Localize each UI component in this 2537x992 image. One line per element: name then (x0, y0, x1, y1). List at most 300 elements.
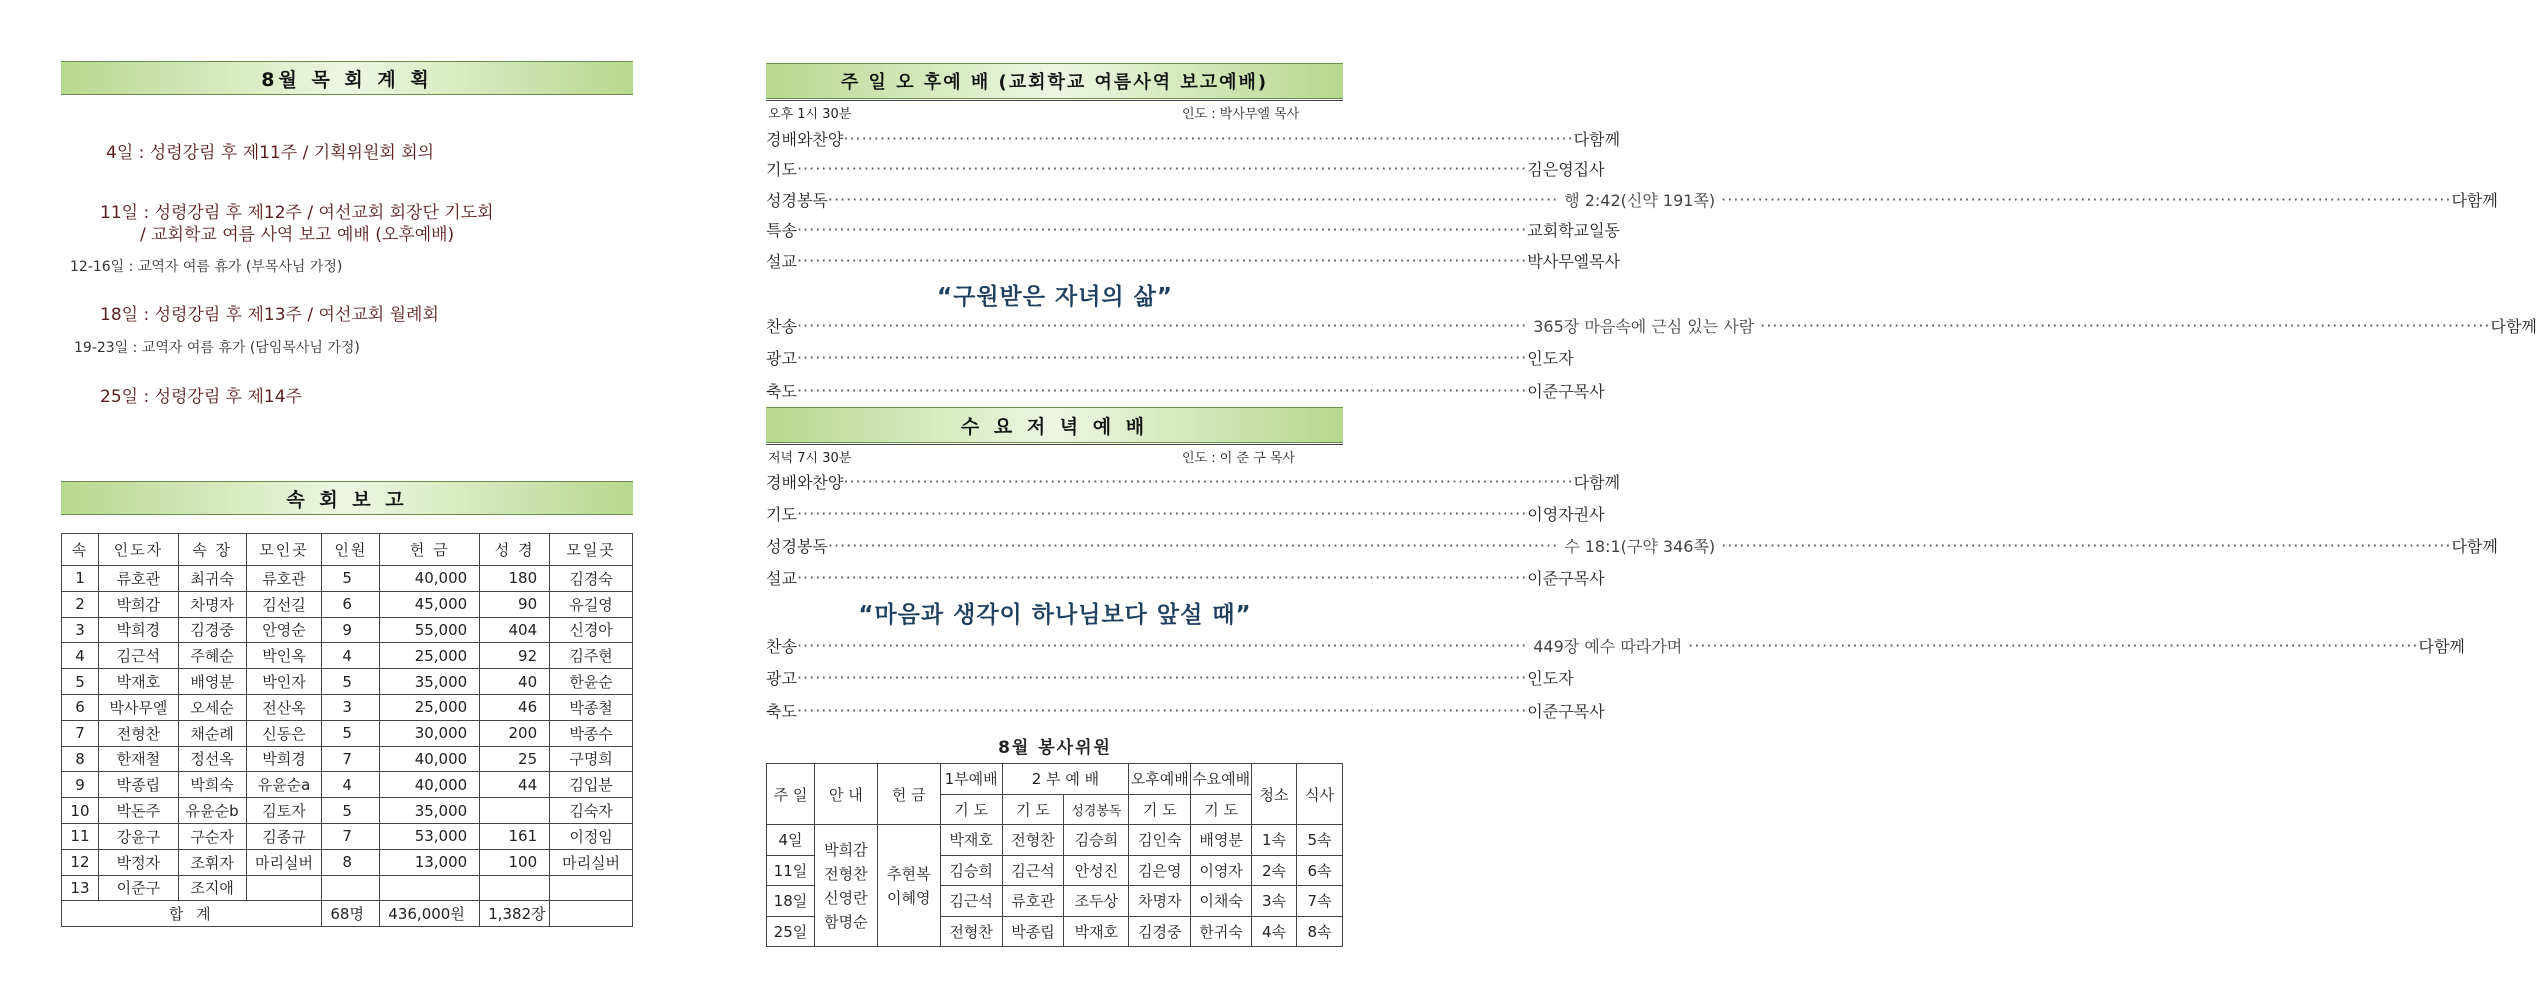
table-cell: 주혜순 (178, 643, 246, 669)
wednesday-sermon-title: “마음과 생각이 하나님보다 앞설 때” (858, 602, 1252, 628)
order-person (1527, 157, 1604, 180)
total-offering: 436,000원 (380, 901, 480, 927)
table-cell: 박종립 (98, 772, 178, 798)
order-person-char: 께 (1604, 129, 1621, 149)
header-guide: 안 내 (814, 764, 877, 825)
order-person-char: 이 (1527, 381, 1543, 401)
afternoon-title: 주 일 오 후예 배 (교회학교 여름사역 보고예배) (766, 63, 1343, 99)
wednesday-time: 저녁 7시 30분 (768, 451, 852, 466)
order-detail: ························································································································ (796, 668, 1528, 687)
order-detail-text: 수 18:1(구약 346쪽) (1564, 536, 1716, 556)
service-cell: 박재호 (1064, 916, 1129, 947)
sub-header: 기 도 (1129, 794, 1191, 825)
header-cell: 속 장 (178, 534, 246, 566)
order-label (766, 249, 797, 272)
table-cell: 이준구 (98, 875, 178, 901)
service-date: 11일 (767, 855, 815, 886)
order-person-char: 교 (1527, 221, 1543, 240)
table-cell: 4 (322, 772, 380, 798)
order-label-char: 송 (781, 636, 797, 656)
order-person (1527, 249, 1620, 272)
order-person-char: 영 (1558, 160, 1574, 179)
table-cell: 최귀숙 (178, 566, 246, 592)
order-person (1527, 666, 1573, 689)
order-label-char: 독 (812, 536, 828, 556)
total-empty (550, 901, 633, 927)
order-detail: ························································································································ (796, 380, 1528, 400)
table-cell: 류호관 (98, 566, 178, 592)
table-cell: 3 (62, 617, 99, 643)
order-person (2451, 534, 2497, 557)
table-row (62, 798, 633, 824)
order-label (766, 314, 797, 337)
service-cell: 1속 (1252, 825, 1297, 856)
table-cell: 12 (62, 849, 99, 875)
order-detail-text: 365장 마음속에 근심 있는 사람 (1533, 316, 1755, 336)
table-cell: 40,000 (380, 566, 480, 592)
order-detail: ························································································································ (796, 503, 1528, 523)
table-cell: 5 (62, 669, 99, 695)
afternoon-leader: 인도 : 박사무엘 목사 (1182, 107, 1300, 122)
order-label-char: 경 (766, 472, 782, 492)
table-cell: 배영분 (178, 669, 246, 695)
order-person-char: 이 (1527, 701, 1543, 721)
table-cell: 46 (480, 694, 550, 720)
order-label-char: 경 (781, 536, 797, 556)
order-person-char: 구 (1558, 701, 1574, 721)
order-person-char: 목 (1573, 381, 1590, 401)
table-cell: 4 (62, 643, 99, 669)
table-cell: 정선옥 (178, 746, 246, 772)
table-cell: 류호관 (246, 566, 322, 592)
order-person (1527, 379, 1604, 402)
table-cell: 박정자 (98, 849, 178, 875)
table-cell: 김종규 (246, 823, 322, 849)
table-cell: 25 (480, 746, 550, 772)
plan-line: 18일 : 성령강림 후 제13주 / 여선교회 월례회 (100, 305, 439, 325)
table-cell: 안영순 (246, 617, 322, 643)
order-person-char: 권 (1573, 504, 1590, 524)
table-cell: 44 (480, 772, 550, 798)
order-detail: ························································································································ (796, 567, 1528, 587)
order-person-char: 교 (1573, 221, 1590, 240)
table-cell: 김토자 (246, 798, 322, 824)
table-cell: 박돈주 (98, 798, 178, 824)
sub-header: 기 도 (1002, 794, 1064, 825)
order-label-char: 성 (766, 536, 782, 556)
table-cell: 박사무엘 (98, 694, 178, 720)
header-cell: 모일곳 (550, 534, 633, 566)
table-cell: 구명희 (550, 746, 633, 772)
table-row (62, 823, 633, 849)
table-cell: 한윤순 (550, 669, 633, 695)
order-person (2490, 314, 2536, 337)
order-label-char: 도 (781, 381, 797, 401)
table-cell: 김선길 (246, 591, 322, 617)
order-label (766, 470, 843, 493)
table-cell: 404 (480, 617, 550, 643)
order-label (766, 157, 797, 180)
table-cell: 200 (480, 720, 550, 746)
service-cell: 2속 (1252, 855, 1297, 886)
order-person-char: 사 (1589, 160, 1605, 179)
service-cell: 이영자 (1191, 855, 1252, 886)
service-cell: 5속 (1296, 825, 1342, 856)
order-label-char: 축 (766, 701, 782, 721)
service-cell: 김은영 (1129, 855, 1191, 886)
wednesday-title: 수 요 저 녁 예 배 (766, 407, 1343, 443)
order-detail: ························································································································ 수 18:1(구약 346쪽) ························································································································ (827, 535, 2452, 556)
order-person-char: 함 (1589, 472, 1605, 492)
table-row (62, 643, 633, 669)
table-cell: 35,000 (380, 798, 480, 824)
order-label-char: 양 (827, 472, 844, 492)
table-cell: 채순례 (178, 720, 246, 746)
table-cell: 오세순 (178, 694, 246, 720)
order-label-char: 설 (766, 568, 782, 588)
table-cell: 100 (480, 849, 550, 875)
order-person-char: 다 (2418, 636, 2434, 656)
plan-line: 19-23일 : 교역자 여름 휴가 (담임목사님 가정) (74, 340, 360, 356)
table-cell: 55,000 (380, 617, 480, 643)
header-cell: 모인곳 (246, 534, 322, 566)
table-cell (480, 875, 550, 901)
order-detail-text: 행 2:42(신약 191쪽) (1564, 190, 1716, 210)
table-cell: 6 (322, 591, 380, 617)
order-person-char: 이 (1527, 504, 1543, 524)
table-cell: 13,000 (380, 849, 480, 875)
order-person-char: 께 (2482, 536, 2498, 556)
service-cell: 7속 (1296, 886, 1342, 917)
order-person-char: 도 (1542, 349, 1559, 368)
service-cell: 박종립 (1002, 916, 1064, 947)
table-cell: 9 (62, 772, 99, 798)
service-offering (877, 825, 940, 947)
order-label-char: 광 (766, 669, 782, 688)
table-cell: 30,000 (380, 720, 480, 746)
order-person-char: 자 (1558, 349, 1574, 368)
header-wednesday: 수요예배 (1191, 764, 1252, 795)
sub-header: 기 도 (940, 794, 1002, 825)
table-cell: 4 (322, 643, 380, 669)
guide-name: 전형찬 (824, 864, 868, 883)
order-detail: ························································································································ 행 2:42(신약 191쪽) ························································································································ (827, 189, 2452, 210)
table-header-row (62, 534, 633, 566)
order-person-char: 다 (1573, 472, 1590, 492)
service-table (766, 763, 1343, 947)
order-person-char: 께 (2449, 636, 2465, 656)
order-person-char: 사 (1589, 568, 1605, 588)
order-person (2418, 634, 2464, 657)
order-person-char: 준 (1542, 381, 1559, 401)
order-label-char: 독 (812, 190, 828, 210)
order-person-char: 다 (2451, 536, 2467, 556)
table-cell: 7 (62, 720, 99, 746)
table-cell: 1 (62, 566, 99, 592)
order-row (766, 311, 2537, 339)
guide-name: 박희감 (824, 840, 868, 859)
order-row (766, 246, 1621, 274)
table-row (62, 694, 633, 720)
offering-name: 추현복 (886, 864, 931, 883)
order-label-char: 배 (781, 472, 797, 492)
order-person-char: 구 (1558, 381, 1574, 401)
afternoon-time: 오후 1시 30분 (768, 107, 852, 122)
sub-header: 기 도 (1191, 794, 1252, 825)
order-person-char: 목 (1573, 568, 1590, 588)
table-cell: 8 (62, 746, 99, 772)
plan-line: 11일 : 성령강림 후 제12주 / 여선교회 회장단 기도회 (100, 203, 494, 223)
order-row (766, 216, 1621, 244)
header-first: 1부예배 (940, 764, 1002, 795)
order-label-char: 찬 (766, 636, 782, 656)
service-cell: 조두상 (1064, 886, 1129, 917)
table-cell: 김근석 (98, 643, 178, 669)
header-offering: 헌 금 (877, 764, 940, 825)
order-detail: ························································································································ (796, 159, 1528, 178)
service-cell: 박재호 (940, 825, 1002, 856)
order-person-char: 영 (1542, 504, 1559, 524)
order-person-char: 동 (1604, 221, 1621, 240)
order-person-char: 사 (1589, 504, 1605, 524)
table-cell: 53,000 (380, 823, 480, 849)
order-label-char: 도 (781, 160, 797, 179)
table-cell: 박종수 (550, 720, 633, 746)
table-cell (380, 875, 480, 901)
order-detail: ························································································································ (843, 128, 1574, 148)
order-label (766, 127, 843, 150)
plan-line: 4일 : 성령강림 후 제11주 / 기획위원회 회의 (106, 143, 435, 163)
table-cell: 박희경 (246, 746, 322, 772)
table-cell: 박희숙 (178, 772, 246, 798)
order-label-char: 경 (766, 129, 782, 149)
table-cell: 9 (322, 617, 380, 643)
guide-name: 함명순 (824, 912, 868, 931)
order-person (1574, 470, 1620, 493)
order-label-char: 찬 (766, 316, 782, 336)
table-cell: 박종철 (550, 694, 633, 720)
service-cell: 전형찬 (1002, 825, 1064, 856)
table-row (62, 720, 633, 746)
order-detail-text: 449장 예수 따라가며 (1533, 636, 1683, 656)
order-label-char: 도 (781, 701, 797, 721)
header-sunday: 주 일 (767, 764, 815, 825)
order-person (1527, 218, 1620, 241)
table-cell: 2 (62, 591, 99, 617)
table-cell: 40,000 (380, 772, 480, 798)
order-detail: ························································································································ (796, 348, 1528, 367)
order-person-char: 학 (1558, 221, 1574, 240)
order-row (766, 344, 1574, 372)
table-cell: 신경아 (550, 617, 633, 643)
order-label (766, 379, 797, 402)
table-cell: 유윤순b (178, 798, 246, 824)
table-cell: 전형찬 (98, 720, 178, 746)
order-person-char: 함 (2466, 190, 2483, 210)
table-row (62, 617, 633, 643)
order-label-char: 배 (781, 129, 797, 149)
order-person-char: 인 (1527, 669, 1543, 688)
table-cell: 10 (62, 798, 99, 824)
plan-line: 12-16일 : 교역자 여름 휴가 (부목사님 가정) (70, 259, 343, 275)
order-row (766, 696, 1605, 724)
order-label-char: 봉 (796, 190, 813, 210)
header-cell: 헌 금 (380, 534, 480, 566)
total-row (62, 901, 633, 927)
order-label (766, 502, 797, 525)
table-cell: 유길영 (550, 591, 633, 617)
order-person-char: 사 (1589, 381, 1605, 401)
order-label-char: 기 (766, 160, 782, 179)
table-cell: 차명자 (178, 591, 246, 617)
service-guides (814, 825, 877, 947)
service-cell: 김근석 (1002, 855, 1064, 886)
service-cell: 차명자 (1129, 886, 1191, 917)
service-cell: 안성진 (1064, 855, 1129, 886)
order-person-char: 자 (1558, 669, 1574, 688)
order-person (2451, 188, 2497, 211)
table-cell: 25,000 (380, 694, 480, 720)
header-meal: 식사 (1296, 764, 1342, 825)
service-cell: 김인숙 (1129, 825, 1191, 856)
order-person-char: 무 (1558, 251, 1574, 271)
order-person-char: 김 (1527, 160, 1543, 179)
table-cell: 7 (322, 823, 380, 849)
order-person-char: 일 (1589, 221, 1605, 240)
order-person-char: 함 (2433, 636, 2450, 656)
order-person-char: 께 (2482, 190, 2498, 210)
total-label: 합 계 (62, 901, 322, 927)
service-cell: 4속 (1252, 916, 1297, 947)
order-label-char: 찬 (812, 129, 828, 149)
order-row (766, 376, 1605, 404)
order-label-char: 특 (766, 221, 782, 240)
order-row (766, 185, 2498, 213)
table-cell: 구순자 (178, 823, 246, 849)
table-cell: 김숙자 (550, 798, 633, 824)
order-row (766, 467, 1621, 495)
order-label-char: 찬 (812, 472, 828, 492)
total-people: 68명 (322, 901, 380, 927)
order-detail: ························································································································ (796, 220, 1528, 239)
service-cell: 류호관 (1002, 886, 1064, 917)
order-person-char: 사 (1542, 251, 1559, 271)
order-detail: ························································································································ (796, 250, 1528, 270)
table-row (62, 566, 633, 592)
order-person (1527, 502, 1604, 525)
order-label (766, 346, 797, 369)
service-cell: 배영분 (1191, 825, 1252, 856)
order-row (766, 664, 1574, 692)
table-cell: 한재철 (98, 746, 178, 772)
order-person-char: 다 (1573, 129, 1590, 149)
service-cell: 3속 (1252, 886, 1297, 917)
order-label-char: 설 (766, 251, 782, 271)
table-cell: 조휘자 (178, 849, 246, 875)
table-cell: 8 (322, 849, 380, 875)
table-cell: 김주현 (550, 643, 633, 669)
table-cell (550, 875, 633, 901)
table-cell: 7 (322, 746, 380, 772)
order-person (1574, 127, 1620, 150)
order-label-char: 교 (781, 251, 797, 271)
table-cell: 40,000 (380, 746, 480, 772)
order-label-char: 경 (781, 190, 797, 210)
order-person-char: 함 (1589, 129, 1605, 149)
table-cell: 25,000 (380, 643, 480, 669)
service-cell: 8속 (1296, 916, 1342, 947)
order-person (1527, 699, 1604, 722)
order-person-char: 함 (2505, 316, 2522, 336)
order-label-char: 와 (796, 472, 813, 492)
order-person-char: 사 (1604, 251, 1621, 271)
cell-report-title: 속 회 보 고 (61, 481, 633, 515)
table-cell: 전산옥 (246, 694, 322, 720)
order-person-char: 구 (1558, 568, 1574, 588)
table-cell: 유윤순a (246, 772, 322, 798)
order-label-char: 고 (781, 349, 797, 368)
order-detail: ························································································································ (796, 700, 1528, 720)
service-cell: 전형찬 (940, 916, 1002, 947)
order-detail: ························································································································ (843, 471, 1574, 491)
table-cell: 13 (62, 875, 99, 901)
plan-line: 25일 : 성령강림 후 제14주 (100, 387, 302, 407)
plan-line: / 교회학교 여름 사역 보고 예배 (오후예배) (140, 225, 455, 245)
table-cell: 11 (62, 823, 99, 849)
table-row (62, 591, 633, 617)
table-cell: 김입분 (550, 772, 633, 798)
service-cell: 김승희 (940, 855, 1002, 886)
order-person-char: 인 (1527, 349, 1543, 368)
guide-name: 신영란 (824, 888, 868, 907)
order-detail: ························································································································ 365장 마음속에 근심 있는 사람 ························································································································ (796, 315, 2491, 336)
order-person-char: 도 (1542, 669, 1559, 688)
table-cell: 45,000 (380, 591, 480, 617)
order-label (766, 534, 828, 557)
table-cell: 5 (322, 720, 380, 746)
table-cell: 박희감 (98, 591, 178, 617)
order-label-char: 축 (766, 381, 782, 401)
table-cell: 90 (480, 591, 550, 617)
service-cell: 김경중 (1129, 916, 1191, 947)
header-second: 2 부 예 배 (1002, 764, 1129, 795)
order-row (766, 155, 1605, 183)
order-person-char: 다 (2490, 316, 2506, 336)
table-cell: 5 (322, 669, 380, 695)
table-cell: 박인옥 (246, 643, 322, 669)
order-label-char: 봉 (796, 536, 813, 556)
order-label-char: 송 (781, 316, 797, 336)
order-label (766, 666, 797, 689)
order-person (1527, 346, 1573, 369)
table-cell: 박재호 (98, 669, 178, 695)
order-label-char: 교 (781, 568, 797, 588)
order-label (766, 566, 797, 589)
table-cell: 강윤구 (98, 823, 178, 849)
order-label-char: 도 (781, 504, 797, 524)
order-person-char: 목 (1573, 701, 1590, 721)
header-cell: 성 경 (480, 534, 550, 566)
order-label (766, 218, 797, 241)
service-date: 25일 (767, 916, 815, 947)
table-row (62, 746, 633, 772)
table-cell (480, 798, 550, 824)
service-row (767, 825, 1343, 856)
order-row (766, 124, 1621, 152)
service-cell: 이채숙 (1191, 886, 1252, 917)
table-row (62, 849, 633, 875)
order-row (766, 631, 2465, 659)
